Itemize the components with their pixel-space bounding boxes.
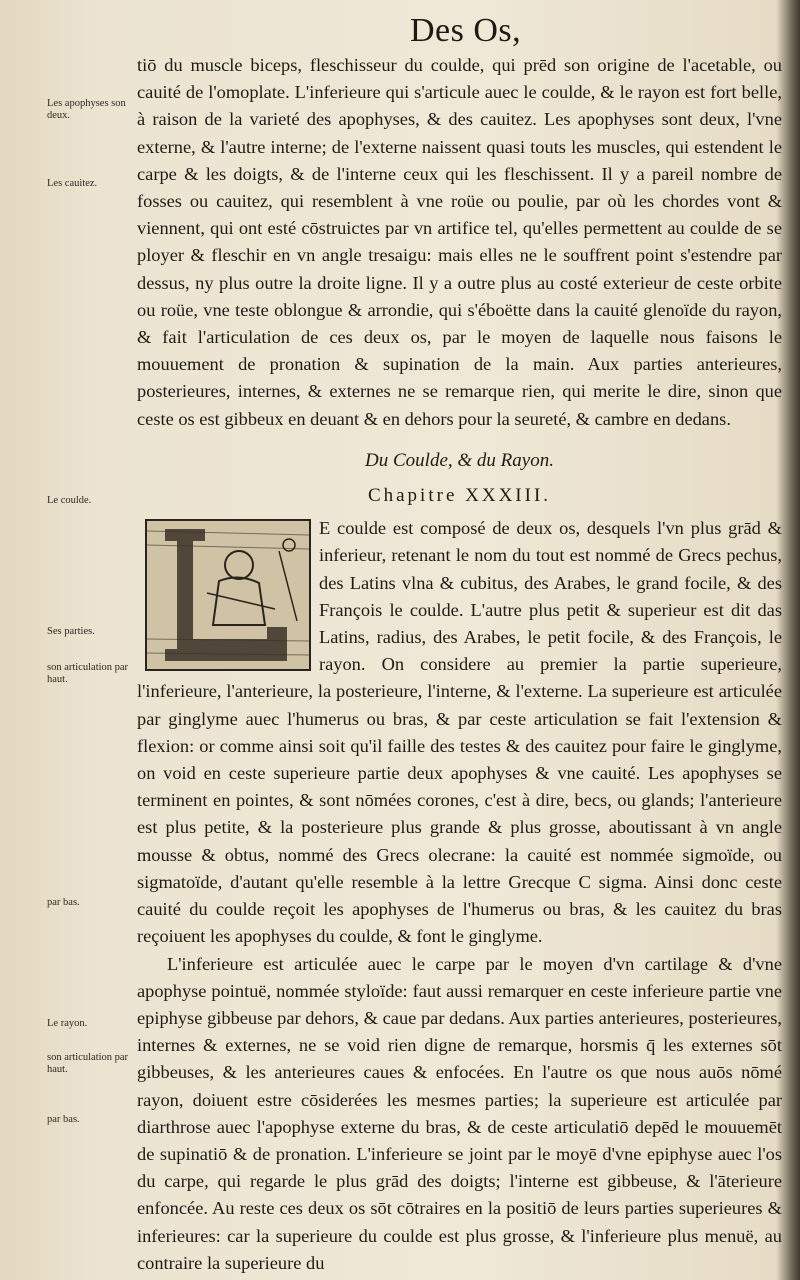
woodcut-illustration [147,521,309,669]
margin-note: Les apophyses son deux. [47,98,126,121]
margin-notes [0,0,140,1280]
margin-note: Le coulde. [47,495,92,506]
paragraph: L'inferieure est articulée auec le carpe par le moyen d'vn cartilage & d'vne apophyse pointuë, nommée styloïde: faut aussi remarquer en ceste inferieure partie vne epiphyse gibbeuse par dehors, & caue par dedans. Aux parties anterieures, posterieures, internes & externes, ne se void rien digne de remarque, horsmis q̄ les externes sōt gibbeuses, & les anterieures caues & enfocées. En l'autre os que nous auōs nōmé rayon, doiuent estre cōsiderées les mesmes parties; la superieure est articulée par diarthrose auec l'apophyse externe du bras, & de ceste articulatiō depēd le mouuemēt de supinatiō & de pronation. L'inferieure se joint par le moyē d'vne epiphyse auec l'os du carpe, qui regarde le plus grād des doigts; l'interne est gibbeuse, & l'āterieure enfoncée. Au reste ces deux os sōt cōtraires en la positiō de leurs parties superieures & inferieures: car la superieure du coulde est plus grosse, & l'inferieure plus menuë, au contraire la superieure du [137,953,782,1273]
margin-note: son articulation par haut. [47,1052,129,1075]
main-text [137,52,782,1277]
section-title: Du Coulde, & du Rayon. [365,449,554,471]
paragraph: E coulde est composé de deux os, desquels l'vn plus grād & inferieur, retenant le nom du tout est nommé de Grecs pechus, des Latins vlna & cubitus, des Arabes, le grand focile, & des François le coulde. L'autre plus petit & superieur est dit das Latins, radius, des Arabes, le petit focile, & des François, le rayon. On considere au premier la partie superieure, l'inferieure, l'anterieure, la posterieure, l'interne, & l'externe. La superieure est articulée par ginglyme auec l'humerus ou bras, & par ceste articulation se fait l'extension & flexion: or comme ainsi soit qu'il faille des testes & des cauitez pour faire le ginglyme, on void en ceste superieure partie deux apophyses & vne cauité. Les apophyses se terminent en pointes, & sont nōmées corones, c'est à dire, becs, ou glands; l'anterieure est plus petite, & la posterieure plus grande & plus grosse, aboutissant à vn angle mousse & obtus, nommé des Grecs olecrane: la cauité est nommée sigmoïde, ou sigmatoïde, d'autant qu'elle resemble à la lettre Grecque Ϲ sigma. Ainsi donc ceste cauité du coulde reçoit les apophyses de l'humerus ou bras, & les cauitez du bras reçoiuent les apophyses du coulde, & font le ginglyme. [137,518,782,947]
margin-note: Les cauitez. [47,178,98,189]
margin-note: Ses parties. [47,626,95,637]
chapter-block [137,515,782,950]
woodcut-initial-l-image [145,519,311,671]
paragraph: tiō du muscle biceps, fleschisseur du coulde, qui prēd son origine de l'acetable, ou cauité de l'omoplate. L'inferieure qui s'articule auec le coulde, & le rayon est fort belle, à raison de la varieté des apophyses, & des cauitez. Les apophyses sont deux, l'vne externe, & l'autre interne; de l'externe naissent quasi touts les muscles, qui estendent le carpe & les doigts, & de l'interne ceux qui les fleschissent. Il y a pareil nombre de fosses ou cauitez, qui resemblent à vne roüe ou poulie, par où les chordes vont & viennent, qui ont esté cōstruictes par vn artifice tel, qu'elles permettent au coulde de se ployer & fleschir en vn angle tresaigu: mais elles ne le souffrent point s'estendre par dessus, ny plus outre la droite ligne. Il y a outre plus au costé exterieur de ceste orbite ou roüe, vne teste oblongue & arrondie, qui s'éboëtte dans la cauité glenoïde du rayon, & fait l'articulation de ces deux os, par le moyen de laquelle nous faisons le mouuement de pronation & supination de la main. Aux parties anterieures, posterieures, internes, & externes ne se remarque rien, qui merite le dire, sinon que ceste os est gibbeux en deuant & en dehors pour la seureté, & cambre en dedans. [137,55,782,429]
running-head: Des Os, [410,12,522,49]
margin-note: son articulation par haut. [47,662,129,685]
margin-note: Le rayon. [47,1018,88,1029]
margin-note: par bas. [47,897,80,908]
chapter-heading: Chapitre XXXIII. [367,485,552,507]
margin-note: par bas. [47,1114,80,1125]
